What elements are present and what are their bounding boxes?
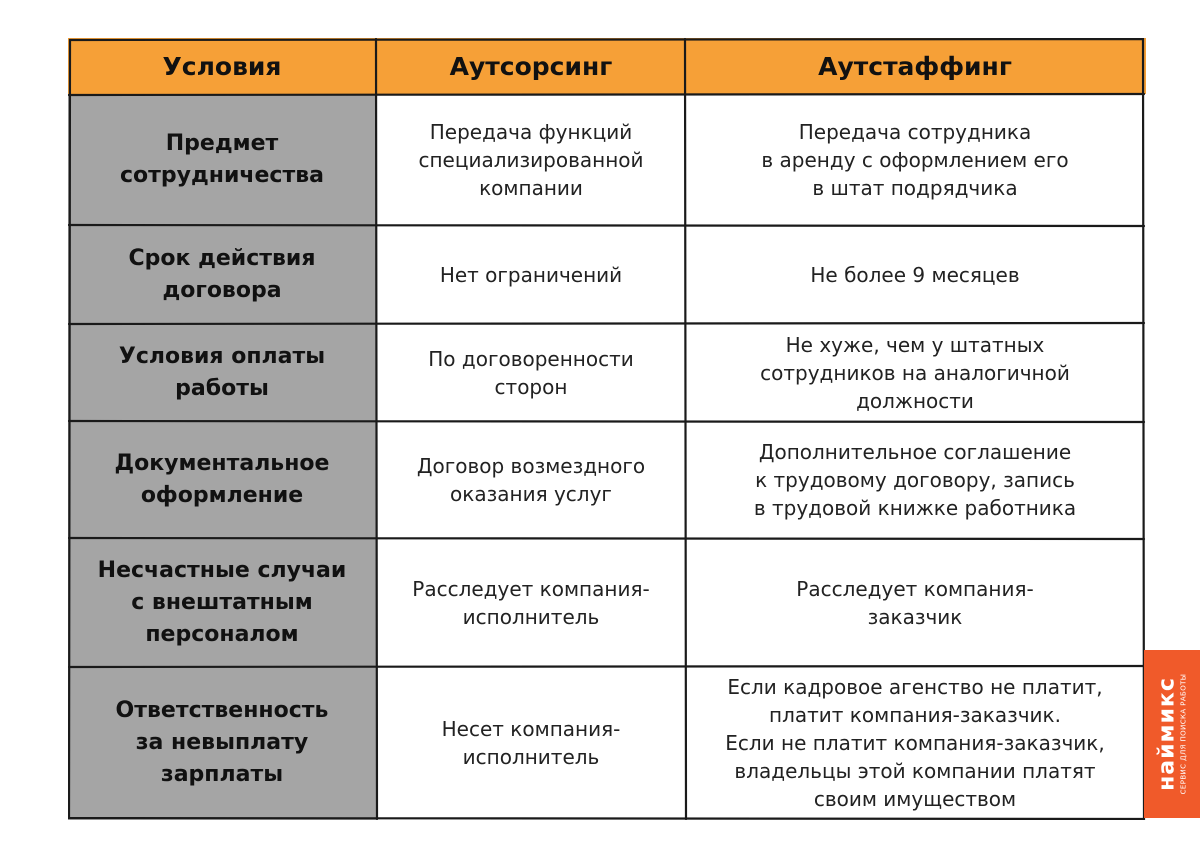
row-label: Предмет сотрудничества xyxy=(120,131,324,188)
outstaffing-cell: Расследует компания- заказчик xyxy=(796,577,1034,629)
row-label: Несчастные случаи с внештатным персоналом xyxy=(97,558,347,647)
outsourcing-cell: Несет компания- исполнитель xyxy=(441,717,621,769)
header-outstaffing: Аутстаффинг xyxy=(818,52,1012,81)
outsourcing-cell: Договор возмездного оказания услуг xyxy=(416,454,646,506)
outstaffing-cell: Не хуже, чем у штатных сотрудников на аналогичной должности xyxy=(760,332,1070,413)
logo-text xyxy=(1156,654,1189,814)
row-label: Ответственность за невыплату зарплаты xyxy=(115,698,329,787)
outsourcing-cell: Нет ограничений xyxy=(439,262,623,287)
outstaffing-cell: Не более 9 месяцев xyxy=(810,262,1020,287)
header-conditions: Условия xyxy=(162,52,282,81)
outstaffing-cell: Передача сотрудника в аренду с оформлением его в штат подрядчика xyxy=(761,120,1069,200)
header-outsourcing: Аутсорсинг xyxy=(449,52,613,81)
outsourcing-cell: По договоренности сторон xyxy=(428,346,634,399)
row-label: Срок действия договора xyxy=(128,245,316,303)
row-label: Документальное оформление xyxy=(114,451,330,508)
logo-tagline: СЕРВИС ДЛЯ ПОИСКА РАБОТЫ xyxy=(1179,673,1188,795)
row-label: Условия оплаты работы xyxy=(118,343,326,401)
comparison-table xyxy=(68,38,1146,820)
logo-name: наймикс xyxy=(1154,677,1180,791)
outsourcing-cell: Расследует компания- исполнитель xyxy=(412,577,650,629)
outstaffing-cell: Если кадровое агенство не платит, платит компания-заказчик. Если не платит компания-заказчик, владельцы этой компании платят своим имуществом xyxy=(725,675,1105,811)
outsourcing-cell: Передача функций специализированной компании xyxy=(418,120,644,200)
naimix-logo xyxy=(1144,650,1200,818)
outstaffing-cell: Дополнительное соглашение к трудовому договору, запись в трудовой книжке работника xyxy=(753,440,1077,520)
